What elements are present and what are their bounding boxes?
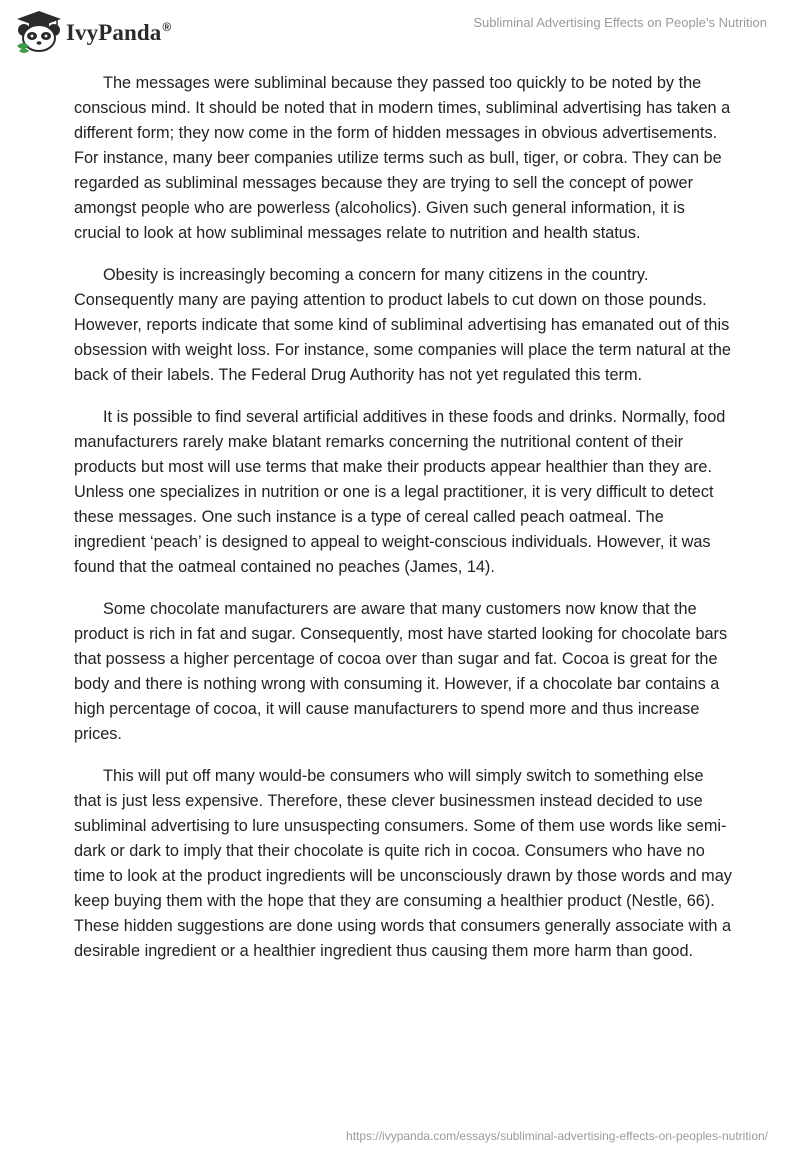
paragraph: It is possible to find several artificial additives in these foods and drinks. Normally, food manufacturers rarely make blatant remarks concerning the nutritional content of their products but most will use terms that make their products appear healthier than they are. Unless one specializes in nutrition or one is a legal practitioner, it is very difficult to detect these messages. One such instance is a type of cereal called peach oatmeal. The ingredient ‘peach’ is designed to appeal to weight-conscious individuals. However, it was found that the oatmeal contained no peaches (James, 14). (74, 408, 726, 576)
brand-name: IvyPanda® (66, 20, 172, 45)
brand-logo[interactable] (14, 10, 171, 54)
essay-body (74, 71, 734, 981)
source-url[interactable]: https://ivypanda.com/essays/subliminal-advertising-effects-on-peoples-nutrition/ (346, 1129, 768, 1143)
paragraph: This will put off many would-be consumers who will simply switch to something else that is just less expensive. Therefore, these clever businessmen instead decided to use subliminal advertising to lure unsuspecting consumers. Some of them use words like semi-dark or dark to imply that their chocolate is quite rich in cocoa. Consumers who have no time to look at the product ingredients will be unconsciously drawn by those words and may keep buying them with the hope that they are consuming a healthier product (Nestle, 66). These hidden suggestions are done using words that consumers generally associate with a desirable ingredient or a healthier ingredient thus causing them more harm than good. (74, 767, 732, 960)
page-header (0, 0, 800, 60)
document-title: Subliminal Advertising Effects on People’s Nutrition (473, 15, 767, 30)
paragraph: The messages were subliminal because they passed too quickly to be noted by the conscious mind. It should be noted that in modern times, subliminal advertising has taken a different form; they now come in the form of hidden messages in obvious advertisements. For instance, many beer companies utilize terms such as bull, tiger, or cobra. They can be regarded as subliminal messages because they are trying to sell the concept of power amongst people who are powerless (alcoholics). Given such general information, it is crucial to look at how subliminal messages relate to nutrition and health status. (74, 74, 731, 242)
paragraph: Some chocolate manufacturers are aware that many customers now know that the product is rich in fat and sugar. Consequently, most have started looking for chocolate bars that possess a higher percentage of cocoa over than sugar and fat. Cocoa is great for the body and there is nothing wrong with consuming it. However, if a chocolate bar contains a high percentage of cocoa, it will cause manufacturers to spend more and thus increase prices. (74, 600, 728, 743)
paragraph: Obesity is increasingly becoming a concern for many citizens in the country. Consequently many are paying attention to product labels to cut down on those pounds. However, reports indicate that some kind of subliminal advertising has emanated out of this obsession with weight loss. For instance, some companies will place the term natural at the back of their labels. The Federal Drug Authority has not yet regulated this term. (74, 266, 731, 384)
panda-graduate-icon (14, 10, 64, 54)
registered-mark: ® (162, 20, 172, 35)
